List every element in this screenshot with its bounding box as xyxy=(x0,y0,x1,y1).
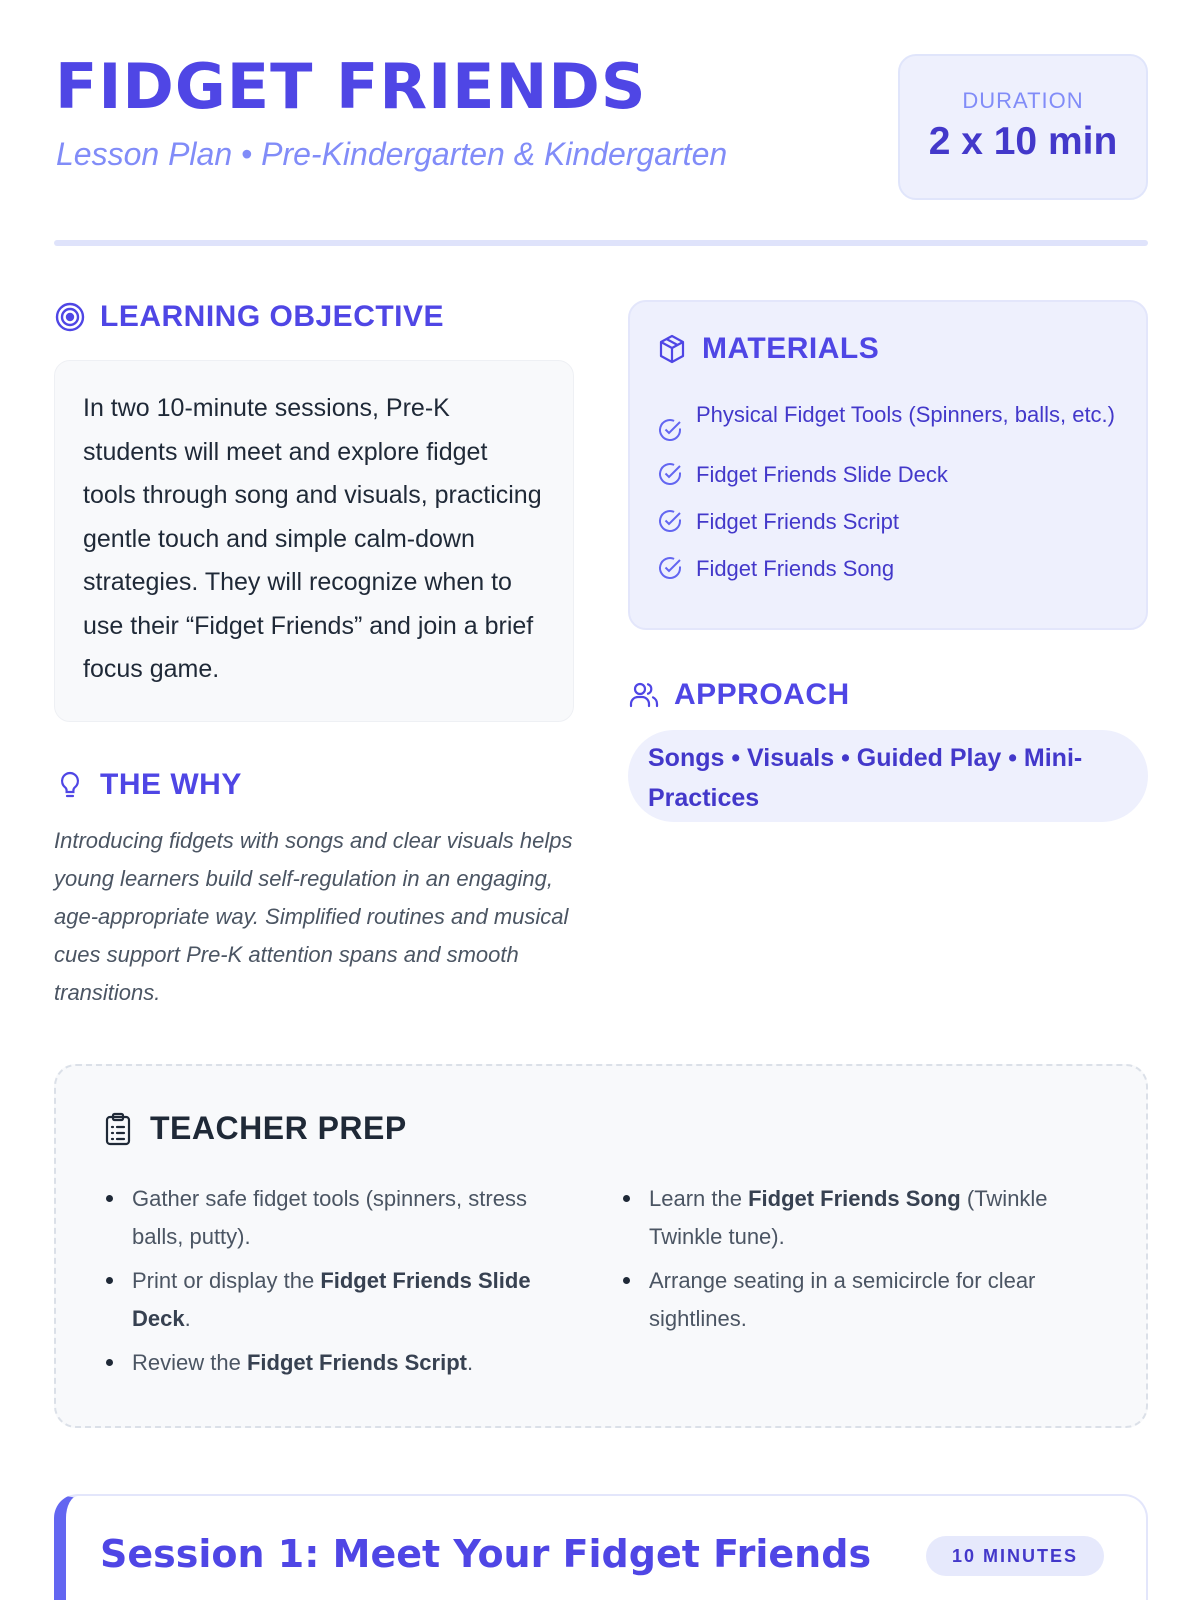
prep-item: Print or display the Fidget Friends Slide Deck. xyxy=(102,1262,562,1338)
target-icon xyxy=(54,301,86,333)
objective-text: In two 10-minute sessions, Pre-K students will meet and explore fidget tools through song and visuals, practicing gentle touch and simple calm-down strategies. They will recognize when to use their “Fidget Friends” and join a brief focus game. xyxy=(83,394,542,683)
check-circle-icon xyxy=(656,507,684,535)
prep-item: Review the Fidget Friends Script. xyxy=(102,1344,562,1382)
teacher-prep-heading xyxy=(102,1110,407,1147)
clipboard-icon xyxy=(102,1112,134,1146)
approach-heading-label: APPROACH xyxy=(674,678,850,711)
prep-list-right xyxy=(619,1180,1079,1344)
check-circle-icon xyxy=(656,554,684,582)
session-title: Session 1: Meet Your Fidget Friends xyxy=(100,1532,872,1576)
lightbulb-icon xyxy=(54,769,86,801)
materials-item-label: Fidget Friends Slide Deck xyxy=(696,462,948,487)
materials-item-label: Fidget Friends Script xyxy=(696,509,899,534)
why-heading xyxy=(54,768,242,802)
why-heading-label: THE WHY xyxy=(100,768,242,801)
box-icon xyxy=(656,333,688,365)
duration-value: 2 x 10 min xyxy=(928,120,1118,163)
page-title: FIDGET FRIENDS xyxy=(55,50,647,123)
materials-item xyxy=(656,505,1116,538)
materials-heading-label: MATERIALS xyxy=(702,332,880,365)
check-circle-icon xyxy=(656,416,684,444)
check-circle-icon xyxy=(656,460,684,488)
prep-item: Gather safe fidget tools (spinners, stress balls, putty). xyxy=(102,1180,562,1256)
duration-badge: 10 MINUTES xyxy=(926,1536,1104,1576)
why-text: Introducing fidgets with songs and clear visuals helps young learners build self-regulation in an engaging, age-appropriate way. Simplified routines and musical cues support Pre-K attention spans and smooth transitions. xyxy=(54,828,573,1005)
objective-card xyxy=(54,360,574,722)
duration-label: DURATION xyxy=(962,88,1084,113)
approach-heading xyxy=(628,678,850,712)
prep-item: Arrange seating in a semicircle for clear sightlines. xyxy=(619,1262,1079,1338)
approach-pill: Songs • Visuals • Guided Play • Mini-Practices xyxy=(628,730,1148,822)
prep-item: Learn the Fidget Friends Song (Twinkle Twinkle tune). xyxy=(619,1180,1079,1256)
objective-heading-label: LEARNING OBJECTIVE xyxy=(100,300,445,333)
objective-heading xyxy=(54,300,444,334)
header-divider xyxy=(54,240,1148,246)
materials-list xyxy=(656,398,1116,599)
prep-list-left xyxy=(102,1180,562,1388)
materials-item xyxy=(656,552,1116,585)
materials-item xyxy=(656,398,1116,444)
materials-card xyxy=(628,300,1148,630)
page-subtitle: Lesson Plan • Pre-Kindergarten & Kindergarten xyxy=(56,136,728,172)
materials-item-label: Physical Fidget Tools (Spinners, balls, etc.) xyxy=(696,402,1115,427)
materials-item-label: Fidget Friends Song xyxy=(696,556,895,581)
teacher-prep-card xyxy=(54,1064,1148,1428)
teacher-prep-label: TEACHER PREP xyxy=(150,1110,407,1146)
materials-heading xyxy=(656,332,879,366)
session-card xyxy=(54,1494,1148,1600)
materials-item xyxy=(656,458,1116,491)
duration-card xyxy=(898,54,1148,200)
users-icon xyxy=(628,679,660,711)
